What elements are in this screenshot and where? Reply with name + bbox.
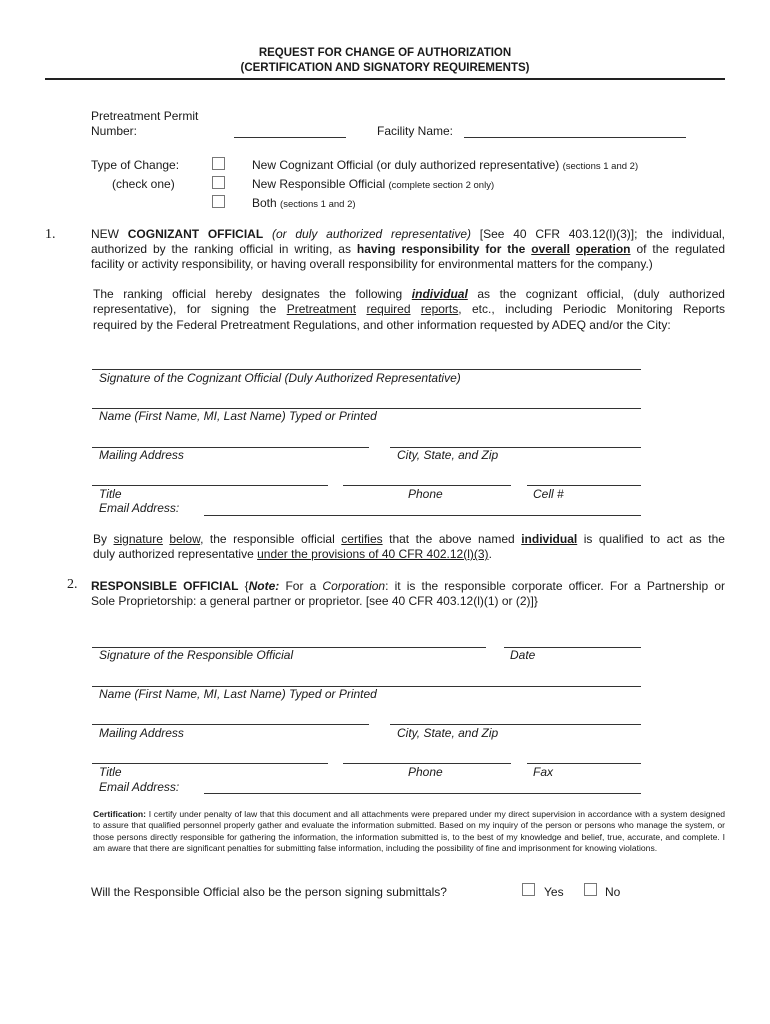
responsible-fax-field[interactable] <box>527 763 641 764</box>
text-bold: having responsibility for the <box>356 242 526 256</box>
text-signature: signature <box>113 532 163 546</box>
text: that the above named <box>389 532 515 546</box>
permit-label-line2: Number: <box>91 124 138 138</box>
designation-line2 <box>93 302 725 318</box>
text-below: below <box>169 532 201 546</box>
text-pretreatment: Pretreatment <box>286 302 357 316</box>
certification-statement <box>93 809 725 855</box>
checkbox-both[interactable] <box>212 195 225 208</box>
text: representative), for signing the <box>93 302 277 316</box>
permit-number-field[interactable] <box>234 137 346 138</box>
cognizant-signature-label: Signature of the Cognizant Official (Duly Authorized Representative) <box>99 371 461 385</box>
responsible-email-label: Email Address: <box>99 780 180 794</box>
cognizant-signature-field[interactable] <box>92 369 641 370</box>
section2-line2: Sole Proprietorship: a general partner or proprietor. [see 40 CFR 403.12(l)(1) or (2)]} <box>91 594 538 608</box>
header-rule <box>45 78 725 80</box>
option-label: New Responsible Official <box>252 177 386 191</box>
text-individual: individual <box>411 287 468 301</box>
cognizant-email-label: Email Address: <box>99 501 180 515</box>
text-required: required <box>366 302 411 316</box>
section1-new: NEW <box>91 227 119 241</box>
section2-heading <box>91 579 725 595</box>
cognizant-cell-field[interactable] <box>527 485 641 486</box>
responsible-city-field[interactable] <box>390 724 641 725</box>
change-type-sublabel: (check one) <box>112 177 175 191</box>
text: The ranking official hereby designates the following <box>93 287 403 301</box>
form-title-line1: REQUEST FOR CHANGE OF AUTHORIZATION <box>258 47 512 59</box>
responsible-city-label: City, State, and Zip <box>397 726 499 740</box>
cognizant-phone-field[interactable] <box>343 485 511 486</box>
text: authorized by the ranking official in writing, as <box>91 242 351 256</box>
checkbox-new-responsible[interactable] <box>212 176 225 189</box>
text: { <box>244 579 249 593</box>
section1-heading <box>91 227 725 243</box>
designation-line3: required by the Federal Pretreatment Regulations, and other information requested by ADEQ and/or the City: <box>93 318 671 332</box>
text-note: Note: <box>248 579 280 593</box>
section1-line2 <box>91 242 725 258</box>
responsible-mailing-field[interactable] <box>92 724 369 725</box>
text: of the regulated <box>636 242 725 256</box>
responsible-date-label: Date <box>510 648 536 662</box>
section1-paren: (or duly authorized representative) <box>271 227 471 241</box>
responsible-phone-field[interactable] <box>343 763 511 764</box>
no-label: No <box>605 885 621 899</box>
text: , the responsible official <box>200 532 335 546</box>
cognizant-email-field[interactable] <box>204 515 641 516</box>
section1-rest: [See 40 CFR 403.12(l)(3)]; the individual, <box>479 227 726 241</box>
text-operation: operation <box>575 242 631 256</box>
section2-number: 2. <box>67 577 78 592</box>
cognizant-mailing-label: Mailing Address <box>99 448 184 462</box>
option-new-responsible <box>252 177 494 191</box>
section1-line3: facility or activity responsibility, or having overall responsibility for environmental matters for the company.) <box>91 257 653 271</box>
responsible-signature-label: Signature of the Responsible Official <box>99 648 294 662</box>
cognizant-title-field[interactable] <box>92 485 328 486</box>
text: . <box>488 547 492 561</box>
section2-title: RESPONSIBLE OFFICIAL <box>91 579 239 593</box>
permit-label-line1: Pretreatment Permit <box>91 109 199 123</box>
text-reports: reports <box>420 302 459 316</box>
text: By <box>93 532 108 546</box>
checkbox-no[interactable] <box>584 883 597 896</box>
responsible-title-label: Title <box>99 765 122 779</box>
responsible-fax-label: Fax <box>533 765 554 779</box>
yes-label: Yes <box>544 885 564 899</box>
text-corporation: Corporation <box>322 579 386 593</box>
form-title-line2: (CERTIFICATION AND SIGNATORY REQUIREMENTS) <box>240 62 530 74</box>
change-type-label: Type of Change: <box>91 158 180 172</box>
cognizant-cell-label: Cell # <box>533 487 564 501</box>
option-note: (sections 1 and 2) <box>562 161 639 172</box>
text: , etc., including Periodic Monitoring Reports <box>458 302 726 316</box>
text-certifies: certifies <box>341 532 383 546</box>
text: is qualified to act as the <box>583 532 725 546</box>
option-both <box>252 196 356 210</box>
responsible-phone-label: Phone <box>408 765 443 779</box>
text-overall: overall <box>531 242 570 256</box>
certify-line2 <box>93 547 725 563</box>
certify-line1 <box>93 532 725 548</box>
checkbox-new-cognizant[interactable] <box>212 157 225 170</box>
section1-number: 1. <box>45 227 56 242</box>
responsible-mailing-label: Mailing Address <box>99 726 184 740</box>
facility-name-label: Facility Name: <box>377 124 454 138</box>
cognizant-phone-label: Phone <box>408 487 443 501</box>
certification-text: I certify under penalty of law that this document and all attachments were prepared under my direct supervision in accordance with a system designed to assure that qualified personnel properly gather and evaluate the information submitted. Based on my inquiry of the person or persons who manage the system, or those persons directly responsible for gathering the information, the information submitted is, to the best of my knowledge and belief, true, accurate, and complete. I am aware that there are significant penalties for submitting false information, including the possibility of fine and imprisonment for knowing violations. <box>93 809 726 854</box>
text: as the cognizant official, (duly authorized <box>477 287 725 301</box>
cognizant-city-label: City, State, and Zip <box>397 448 499 462</box>
designation-line1 <box>93 287 725 303</box>
text: For a <box>285 579 317 593</box>
responsible-title-field[interactable] <box>92 763 328 764</box>
cognizant-title-label: Title <box>99 487 122 501</box>
option-note: (complete section 2 only) <box>388 180 495 191</box>
text-provisions: under the provisions of 40 CFR 402.12(l)(3) <box>257 547 489 561</box>
option-new-cognizant <box>252 158 638 172</box>
certification-label: Certification: <box>93 809 146 819</box>
option-label: New Cognizant Official (or duly authorized representative) <box>252 158 560 172</box>
cognizant-name-label: Name (First Name, MI, Last Name) Typed or Printed <box>99 409 377 423</box>
option-label: Both <box>252 196 277 210</box>
section1-title: COGNIZANT OFFICIAL <box>127 227 264 241</box>
text: : it is the responsible corporate officer. For a Partnership or <box>385 579 725 593</box>
checkbox-yes[interactable] <box>522 883 535 896</box>
facility-name-field[interactable] <box>464 137 686 138</box>
responsible-name-label: Name (First Name, MI, Last Name) Typed or Printed <box>99 687 377 701</box>
responsible-email-field[interactable] <box>204 793 641 794</box>
option-note: (sections 1 and 2) <box>280 199 356 210</box>
text-individual: individual <box>521 532 578 546</box>
signing-question: Will the Responsible Official also be the person signing submittals? <box>91 885 447 899</box>
text: duly authorized representative <box>93 547 254 561</box>
